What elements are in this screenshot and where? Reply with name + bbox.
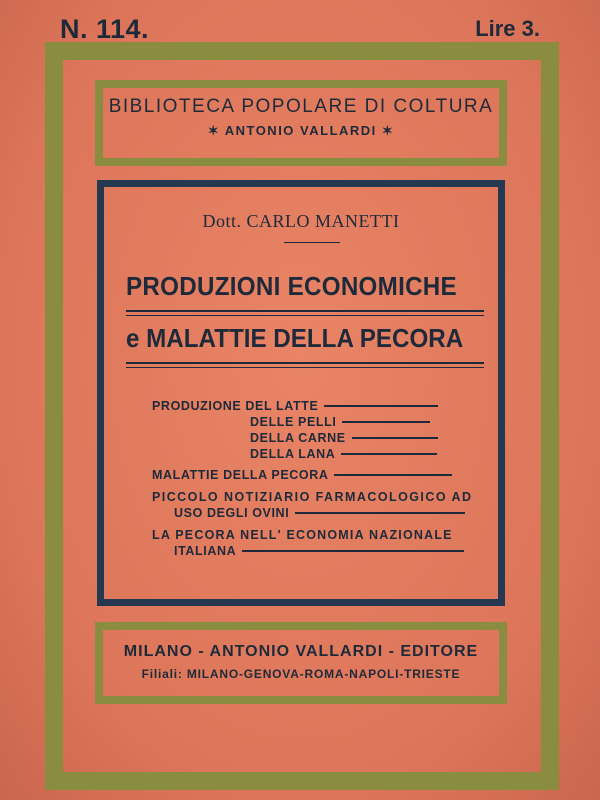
series-title: BIBLIOTECA POPOLARE DI COLTURA bbox=[108, 96, 494, 117]
title-rule-1 bbox=[126, 310, 484, 312]
list-item: ITALIANA bbox=[174, 544, 464, 558]
volume-number: N. 114. bbox=[60, 14, 150, 44]
imprint-publisher: MILANO - ANTONIO VALLARDI - EDITORE bbox=[123, 643, 479, 660]
series-banner bbox=[95, 80, 507, 166]
title-rule-4 bbox=[126, 367, 484, 368]
list-item: DELLA CARNE bbox=[250, 431, 438, 445]
title-line-2: e MALATTIE DELLA PECORA bbox=[126, 323, 464, 353]
publisher-imprint bbox=[95, 622, 507, 704]
list-item: PRODUZIONE DEL LATTE bbox=[152, 399, 438, 413]
title-panel bbox=[97, 180, 505, 606]
list-item: DELLE PELLI bbox=[250, 415, 430, 429]
title-rule-2 bbox=[126, 315, 484, 316]
list-item: DELLA LANA bbox=[250, 447, 437, 461]
title-rule-3 bbox=[126, 362, 484, 364]
price-label: Lire 3. bbox=[475, 16, 540, 41]
series-publisher: ✶ ANTONIO VALLARDI ✶ bbox=[207, 123, 395, 138]
imprint-branches: Filiali: MILANO-GENOVA-ROMA-NAPOLI-TRIESTE bbox=[141, 667, 461, 681]
title-line-1: PRODUZIONI ECONOMICHE bbox=[126, 271, 457, 301]
list-item: LA PECORA NELL' ECONOMIA NAZIONALE bbox=[152, 528, 453, 542]
list-item: MALATTIE DELLA PECORA bbox=[152, 468, 452, 482]
author-name: Dott. CARLO MANETTI bbox=[202, 211, 400, 231]
list-item: USO DEGLI OVINI bbox=[174, 506, 465, 520]
list-item: PICCOLO NOTIZIARIO FARMACOLOGICO AD bbox=[152, 490, 473, 504]
author-rule bbox=[284, 242, 340, 243]
